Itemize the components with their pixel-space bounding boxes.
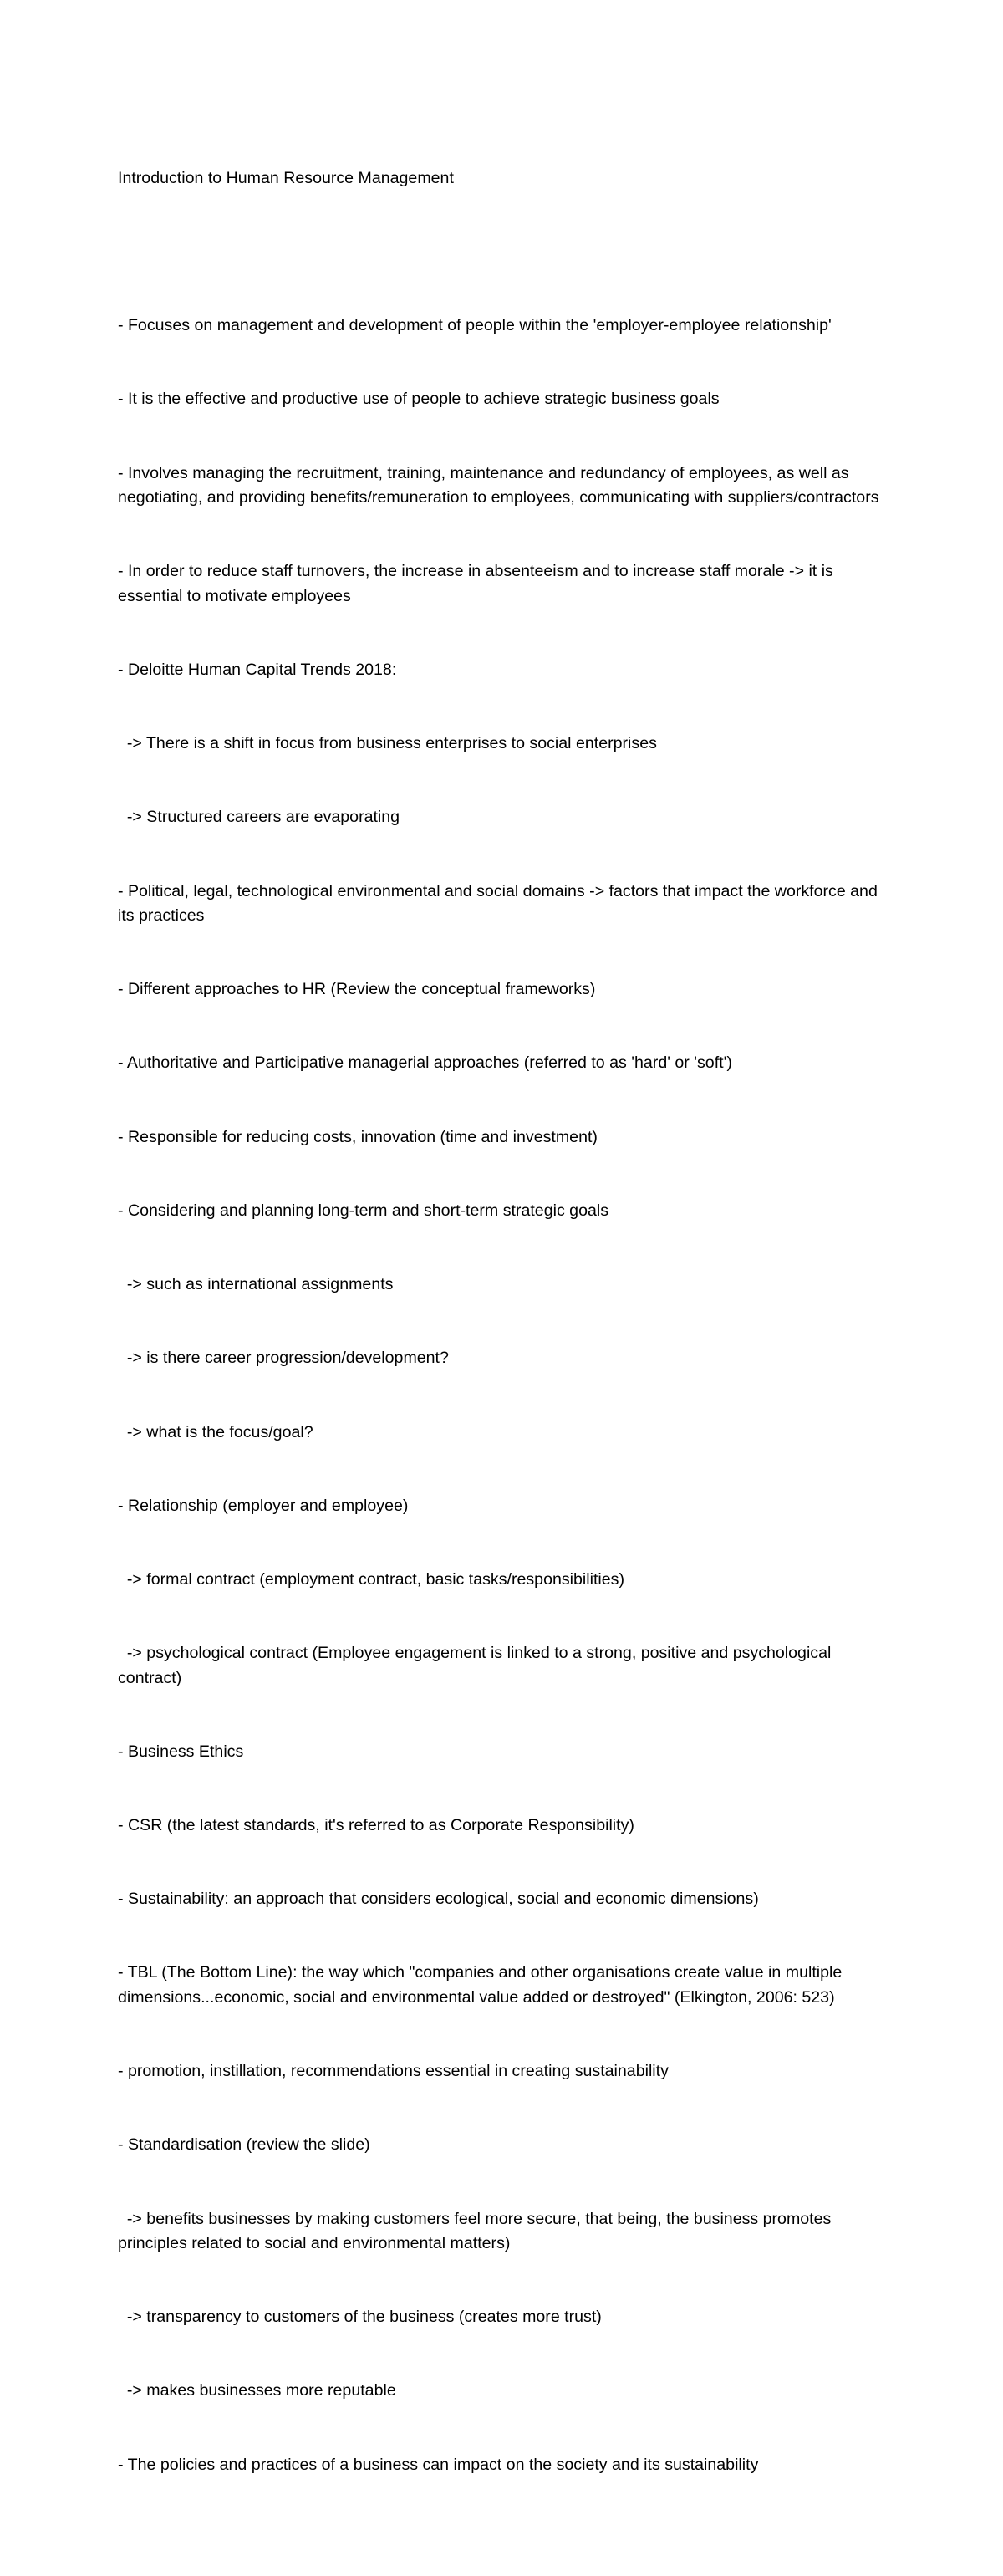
document-line: - Different approaches to HR (Review the conceptual frameworks)	[118, 980, 596, 999]
document-line: -> Structured careers are evaporating	[118, 808, 400, 827]
document-lines	[118, 264, 891, 2526]
document-body	[118, 117, 891, 2576]
document-line: - Considering and planning long-term and short-term strategic goals	[118, 1201, 609, 1220]
document-line: - CSR (the latest standards, it's referred to as Corporate Responsibility)	[118, 1816, 634, 1835]
document-line: - Political, legal, technological environmental and social domains -> factors that impact the workforce and its practices	[118, 881, 883, 925]
document-line: - promotion, instillation, recommendations essential in creating sustainability	[118, 2062, 669, 2081]
document-line: - In order to reduce staff turnovers, the increase in absenteeism and to increase staff morale -> it is essential to motivate employees	[118, 562, 838, 605]
document-line: -> such as international assignments	[118, 1275, 394, 1294]
document-line: -> benefits businesses by making customers feel more secure, that being, the business promotes principles related to social and environmental matters)	[118, 2209, 836, 2252]
document-line: -> There is a shift in focus from business enterprises to social enterprises	[118, 734, 657, 753]
document-line: - It is the effective and productive use of people to achieve strategic business goals	[118, 390, 720, 409]
document-line: -> makes businesses more reputable	[118, 2381, 396, 2400]
document-line: - Involves managing the recruitment, training, maintenance and redundancy of employees, as well as negotiating, and providing benefits/remuneration to employees, communicating with suppliers/contractors	[118, 463, 879, 508]
document-line: - Responsible for reducing costs, innovation (time and investment)	[118, 1127, 598, 1146]
document-line: - Business Ethics	[118, 1742, 244, 1761]
document-line: - Sustainability: an approach that considers ecological, social and economic dimensions)	[118, 1890, 759, 1909]
document-line: -> transparency to customers of the business (creates more trust)	[118, 2308, 602, 2327]
document-line: - Authoritative and Participative managerial approaches (referred to as 'hard' or 'soft')	[118, 1053, 732, 1073]
document-line: - Deloitte Human Capital Trends 2018:	[118, 660, 397, 679]
document-line: - Focuses on management and development of people within the 'employer-employee relationship'	[118, 316, 832, 335]
document-line: -> psychological contract (Employee engagement is linked to a strong, positive and psychological contract)	[118, 1644, 836, 1687]
document-line: -> formal contract (employment contract, basic tasks/responsibilities)	[118, 1569, 624, 1589]
document-line: -> is there career progression/development?	[118, 1349, 449, 1368]
document-line: - The policies and practices of a business can impact on the society and its sustainability	[118, 2455, 759, 2474]
document-line: - Relationship (employer and employee)	[118, 1496, 409, 1515]
document-title: Introduction to Human Resource Management	[118, 168, 454, 187]
document-line: -> what is the focus/goal?	[118, 1422, 313, 1441]
document-line: - TBL (The Bottom Line): the way which "companies and other organisations create value in multiple dimensions...economic, social and environmental value added or destroyed" (Elkington, 2006: 523)	[118, 1963, 847, 2007]
document-line: - Standardisation (review the slide)	[118, 2135, 370, 2155]
